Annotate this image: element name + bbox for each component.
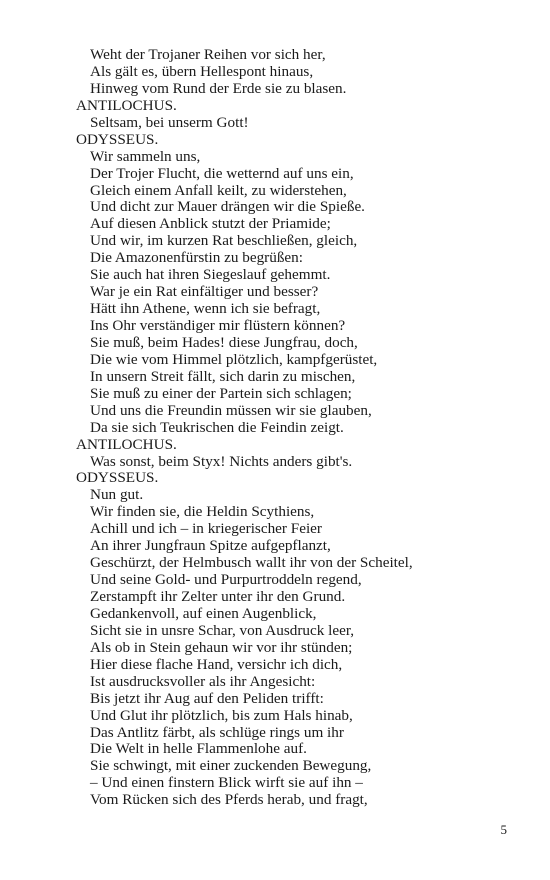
verse-line: Was sonst, beim Styx! Nichts anders gibt's.: [90, 452, 353, 470]
verse-line: Sie auch hat ihren Siegeslauf gehemmt.: [90, 266, 331, 284]
verse-line: Und dicht zur Mauer drängen wir die Spieße.: [90, 198, 365, 216]
verse-line: Hätt ihn Athene, wenn ich sie befragt,: [90, 300, 321, 318]
verse-line: Gleich einem Anfall keilt, zu widerstehen,: [90, 181, 347, 199]
verse-line: Ins Ohr verständiger mir flüstern können?: [90, 317, 346, 334]
verse-line: War je ein Rat einfältiger und besser?: [90, 283, 319, 301]
verse-line: In unsern Streit fällt, sich darin zu mischen,: [90, 367, 356, 385]
verse-line: An ihrer Jungfraun Spitze aufgepflanzt,: [90, 537, 331, 555]
page-number: 5: [500, 822, 507, 837]
verse-line: Da sie sich Teukrischen die Feindin zeigt.: [90, 418, 344, 436]
verse-line: Und seine Gold- und Purpurtroddeln regend,: [90, 571, 362, 589]
verse-line: Der Trojer Flucht, die wetternd auf uns ein,: [90, 164, 354, 182]
verse-line: Sicht sie in unsre Schar, von Ausdruck leer,: [90, 621, 355, 639]
verse-line: Die Amazonenfürstin zu begrüßen:: [90, 249, 303, 267]
verse-line: Hinweg vom Rund der Erde sie zu blasen.: [90, 79, 347, 97]
speaker-name: ANTILOCHUS.: [76, 435, 177, 453]
verse-line: Sie muß zu einer der Partein sich schlagen;: [90, 384, 352, 402]
verse-line: Nun gut.: [90, 486, 144, 504]
verse-line: Zerstampft ihr Zelter unter ihr den Grund.: [90, 588, 346, 605]
verse-line: Und uns die Freundin müssen wir sie glauben,: [90, 401, 372, 419]
verse-line: Die wie vom Himmel plötzlich, kampfgerüstet,: [90, 350, 378, 368]
verse-line: Das Antlitz färbt, als schlüge rings um ihr: [90, 723, 344, 741]
verse-line: Bis jetzt ihr Aug auf den Peliden trifft:: [90, 689, 324, 707]
verse-line: Und wir, im kurzen Rat beschließen, gleich,: [90, 232, 358, 250]
verse-line: Sie muß, beim Hades! diese Jungfrau, doch,: [90, 333, 358, 351]
verse-line: Als gält es, übern Hellespont hinaus,: [90, 62, 314, 80]
text-block: [76, 47, 516, 809]
verse-line: Auf diesen Anblick stutzt der Priamide;: [90, 215, 331, 233]
verse-line: Hier diese flache Hand, versichr ich dich,: [90, 655, 343, 673]
verse-line: Sie schwingt, mit einer zuckenden Bewegung,: [90, 757, 372, 775]
verse-line: Geschürzt, der Helmbusch wallt ihr von der Scheitel,: [90, 554, 413, 572]
verse-line: Wir finden sie, die Heldin Scythiens,: [90, 503, 315, 521]
speaker-name: ODYSSEUS.: [76, 130, 159, 148]
speaker-name: ODYSSEUS.: [76, 469, 159, 487]
verse-line: Ist ausdrucksvoller als ihr Angesicht:: [90, 672, 316, 690]
verse-line: Die Welt in helle Flammenlohe auf.: [90, 740, 307, 758]
verse-line: Wir sammeln uns,: [90, 147, 201, 165]
verse-line: Und Glut ihr plötzlich, bis zum Hals hinab,: [90, 706, 353, 724]
verse-line: Weht der Trojaner Reihen vor sich her,: [90, 46, 326, 63]
speaker-name: ANTILOCHUS.: [76, 96, 177, 114]
verse-line: Gedankenvoll, auf einen Augenblick,: [90, 604, 317, 622]
verse-line: Vom Rücken sich des Pferds herab, und fragt,: [90, 791, 368, 809]
verse-line: Achill und ich – in kriegerischer Feier: [90, 520, 322, 538]
verse-line: Seltsam, bei unserm Gott!: [90, 113, 249, 131]
verse-line: – Und einen finstern Blick wirft sie auf ihn –: [90, 774, 363, 792]
verse-line: Als ob in Stein gehaun wir vor ihr stünden;: [90, 638, 353, 656]
